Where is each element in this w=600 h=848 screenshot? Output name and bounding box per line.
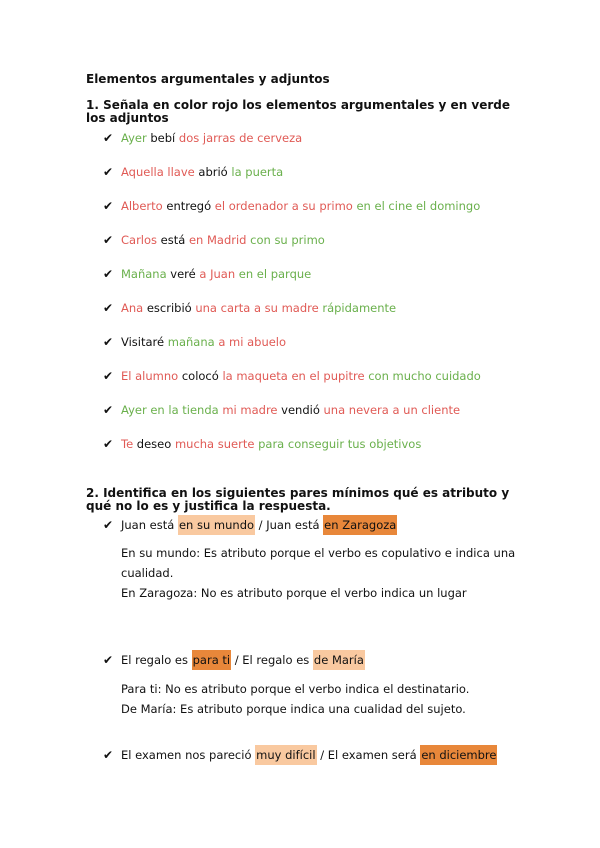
pair-2-highlight-a: para ti — [192, 650, 231, 670]
pair-2-explanation-2: De María: Es atributo porque indica una cualidad del sujeto. — [121, 702, 466, 716]
pair-1-explanation-2: En Zaragoza: No es atributo porque el verbo indica un lugar — [121, 586, 467, 600]
adjunct-element: Ayer — [121, 131, 147, 145]
adjunct-element: la puerta — [231, 165, 284, 179]
pair-2-explanation — [121, 679, 521, 719]
argument-element: en Madrid — [188, 233, 247, 247]
check-icon: ✔ — [103, 335, 114, 349]
adjunct-element: en el cine el domingo — [352, 199, 481, 213]
pair-2-highlight-b: de María — [313, 650, 365, 670]
argument-element: dos jarras de cerveza — [178, 131, 303, 145]
verb-text: veré — [166, 267, 200, 281]
check-icon: ✔ — [103, 233, 114, 247]
argument-element: Alberto — [121, 199, 163, 213]
check-icon: ✔ — [103, 403, 114, 417]
pair-2 — [103, 653, 365, 667]
argument-element: Ana — [121, 301, 144, 315]
check-icon: ✔ — [103, 131, 114, 145]
argument-element: mi madre — [218, 403, 278, 417]
verb-text: abrió — [194, 165, 232, 179]
argument-element: Aquella llave — [121, 165, 195, 179]
sentence-item — [103, 301, 396, 315]
verb-text: bebí — [146, 131, 179, 145]
sentence-item — [103, 267, 311, 281]
pair-3-highlight-b: en diciembre — [420, 745, 497, 765]
pair-1-highlight-b: en Zaragoza — [323, 515, 397, 535]
sentence-item — [103, 199, 480, 213]
adjunct-element: en el parque — [235, 267, 312, 281]
adjunct-element: para conseguir tus objetivos — [254, 437, 422, 451]
pair-1-highlight-a: en su mundo — [178, 515, 255, 535]
sentence-item — [103, 233, 325, 247]
verb-text: escribió — [143, 301, 196, 315]
check-icon: ✔ — [103, 518, 114, 532]
verb-text: vendió — [277, 403, 324, 417]
pair-1-text-a: Juan está — [121, 518, 178, 532]
exercise-2-heading: 2. Identifica en los siguientes pares mínimos qué es atributo y qué no lo es y justifica la respuesta. — [86, 486, 510, 513]
sentence-item — [103, 165, 283, 179]
sentence-item — [103, 437, 421, 451]
check-icon: ✔ — [103, 267, 114, 281]
pair-3-highlight-a: muy difícil — [255, 745, 316, 765]
adjunct-element: Ayer en la tienda — [121, 403, 219, 417]
argument-element: el ordenador a su primo — [214, 199, 353, 213]
argument-element: mucha suerte — [174, 437, 255, 451]
check-icon: ✔ — [103, 653, 114, 667]
pair-1-explanation — [121, 543, 521, 603]
sentence-item — [103, 369, 481, 383]
pair-3 — [103, 748, 497, 762]
verb-text: entregó — [162, 199, 215, 213]
sentence-item — [103, 131, 302, 145]
argument-element: una carta a su madre — [195, 301, 319, 315]
pair-2-text-b: / El regalo es — [231, 653, 313, 667]
argument-element: a mi abuelo — [214, 335, 287, 349]
argument-element: Te — [121, 437, 134, 451]
check-icon: ✔ — [103, 748, 114, 762]
verb-text: está — [157, 233, 189, 247]
adjunct-element: con mucho cuidado — [364, 369, 481, 383]
argument-element: una nevera a un cliente — [323, 403, 461, 417]
exercise-1-heading: 1. Señala en color rojo los elementos argumentales y en verde los adjuntos — [86, 98, 511, 125]
check-icon: ✔ — [103, 437, 114, 451]
adjunct-element: rápidamente — [318, 301, 397, 315]
sentence-item — [103, 403, 460, 417]
argument-element: Carlos — [121, 233, 158, 247]
sentence-item — [103, 335, 286, 349]
argument-element: la maqueta en el pupitre — [222, 369, 365, 383]
argument-element: El alumno — [121, 369, 179, 383]
pair-2-text-a: El regalo es — [121, 653, 192, 667]
pair-1-explanation-1: En su mundo: Es atributo porque el verbo es copulativo e indica una cualidad. — [121, 546, 516, 580]
check-icon: ✔ — [103, 301, 114, 315]
verb-text: colocó — [178, 369, 223, 383]
adjunct-element: Mañana — [121, 267, 167, 281]
check-icon: ✔ — [103, 369, 114, 383]
pair-3-text-a: El examen nos pareció — [121, 748, 256, 762]
verb-text: deseo — [133, 437, 175, 451]
pair-1 — [103, 518, 397, 532]
pair-2-explanation-1: Para ti: No es atributo porque el verbo indica el destinatario. — [121, 682, 470, 696]
pair-3-text-b: / El examen será — [316, 748, 421, 762]
argument-element: a Juan — [199, 267, 236, 281]
verb-text: Visitaré — [121, 335, 168, 349]
check-icon: ✔ — [103, 165, 114, 179]
page-title: Elementos argumentales y adjuntos — [86, 72, 330, 86]
adjunct-element: mañana — [167, 335, 215, 349]
adjunct-element: con su primo — [246, 233, 325, 247]
check-icon: ✔ — [103, 199, 114, 213]
pair-1-text-b: / Juan está — [255, 518, 324, 532]
